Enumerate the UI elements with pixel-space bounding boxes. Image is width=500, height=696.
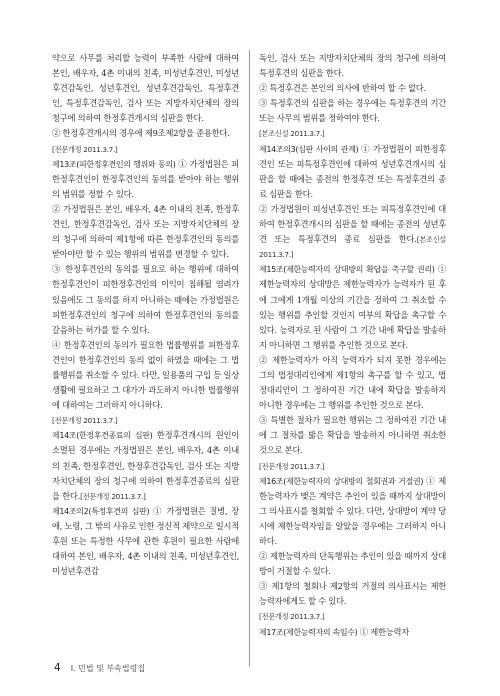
- article-heading: 제17조(제한능력자의 속임수): [259, 627, 358, 637]
- revision-note: [전문개정 2011.3.7.]: [259, 612, 325, 622]
- paragraph: [259, 579, 446, 609]
- paragraph: [52, 262, 239, 337]
- article-heading: 제16조(제한능력자의 상대방의 철회권과 거절권): [259, 476, 424, 486]
- paragraph: [52, 338, 239, 413]
- paragraph: [259, 549, 446, 579]
- paragraph-text: ① 가정법원은 질병, 장애, 노령, 그 밖의 사유로 인한 정신적 제약으로 일시적 후원 또는 특정한 사무에 관한 후원이 필요한 사람에 대하여 본인, 배우자, 4촌 이내의 친족, 미성년후견인, 미성년후견감: [52, 505, 239, 577]
- article-paragraph: [259, 262, 446, 353]
- revision-note: [본조신설 2011.3.7.]: [259, 129, 325, 139]
- article-heading: 제15조(제한능력자의 상대방의 확답을 촉구할 권리): [259, 265, 435, 275]
- paragraph-text: ③ 한정후견인의 동의를 필요로 하는 행위에 대하여 한정후견인이 피한정후견인의 이익이 침해될 염려가 있음에도 그 동의를 하지 아니하는 때에는 가정법원은 피한정후견인의 청구에 의하여 한정후견인의 동의를 갈음하는 허가를 할 수 있다.: [52, 264, 239, 335]
- paragraph: [259, 96, 446, 126]
- paragraph: [52, 126, 239, 141]
- paragraph: [259, 413, 446, 458]
- article-heading: 제14조의2(특정후견의 심판): [52, 506, 150, 516]
- revision-note: [전문개정 2011.3.7.]: [259, 461, 325, 471]
- page-footer: [54, 662, 145, 674]
- paragraph: [52, 202, 239, 262]
- page-number: 4: [54, 662, 61, 674]
- article-paragraph: [259, 625, 446, 640]
- section-title: Ⅰ. 민법 및 부속법령집: [70, 663, 146, 673]
- revision-note: [전문개정 2011.3.7.]: [52, 416, 118, 426]
- revision-note: [전문개정 2011.3.7.]: [52, 144, 118, 154]
- paragraph-text: ③ 특정후견의 심판을 하는 경우에는 특정후견의 기간 또는 사무의 범위를 정하여야 한다.: [259, 98, 446, 124]
- revision-note: [본조신설 2011.3.7.]: [259, 235, 446, 260]
- paragraph-text: ② 한정후견개시의 경우에 제9조제2항을 준용한다.: [52, 128, 230, 139]
- paragraph-text: ① 제한능력자가 맺은 계약은 추인이 있을 때까지 상대방이 그 의사표시를 철회할 수 있다. 다만, 상대방이 계약 당시에 제한능력자임을 알았을 경우에는 그러하지 아니하다.: [259, 475, 446, 546]
- paragraph-text: ② 제한능력자의 단독행위는 추인이 있을 때까지 상대방이 거절할 수 있다.: [259, 551, 446, 577]
- paragraph-text: 약으로 사무를 처리할 능력이 부족한 사람에 대하여 본인, 배우자, 4촌 이내의 친족, 미성년후견인, 미성년후견감독인, 성년후견인, 성년후견감독인, 특정후견인, 특정후견감독인, 검사 또는 지방자치단체의 장의 청구에 의하여 한정후견개시의 심판을 한다.: [52, 53, 239, 124]
- paragraph-text: ② 특정후견은 본인의 의사에 반하여 할 수 없다.: [259, 83, 426, 94]
- left-column: [52, 51, 239, 579]
- paragraph-text: ① 가정법원이 피한정후견인 또는 피특정후견인에 대하여 성년후견개시의 심판을 할 때에는 종전의 한정후견 또는 특정후견의 종료 심판을 한다.: [259, 143, 446, 199]
- article-heading: 제14조(한정후견종료의 심판): [52, 431, 153, 441]
- article-heading: 제13조(피한정후견인의 행위와 동의): [52, 159, 176, 169]
- article-paragraph: [259, 474, 446, 549]
- paragraph: [52, 51, 239, 126]
- paragraph-text: ① 제한능력자: [357, 626, 410, 637]
- paragraph-text: ③ 제1항의 철회나 제2항의 거절의 의사표시는 제한능력자에게도 할 수 있다.: [259, 581, 446, 607]
- paragraph-text: ① 제한능력자의 상대방은 제한능력자가 능력자가 된 후에 그에게 1개월 이상의 기간을 정하여 그 취소할 수 있는 행위를 추인할 것인지 여부의 확답을 촉구할 수 있다. 능력자로 된 사람이 그 기간 내에 확답을 발송하지 아니하면 그 행위를 추인한 것으로 본다.: [259, 264, 446, 350]
- paragraph-text: 독인, 검사 또는 지방자치단체의 장의 청구에 의하여 특정후견의 심판을 한다.: [259, 53, 446, 79]
- column-divider: [249, 50, 250, 667]
- paragraph-text: ③ 특별한 절차가 필요한 행위는 그 정하여진 기간 내에 그 절차를 밟은 확답을 발송하지 아니하면 취소한 것으로 본다.: [259, 415, 446, 456]
- right-column: [259, 51, 446, 640]
- article-paragraph: [52, 504, 239, 579]
- revision-note: [전문개정 2011.3.7.]: [80, 491, 146, 501]
- paragraph-text: ① 가정법원은 피한정후견인이 한정후견인의 동의를 받아야 하는 행위의 범위를 정할 수 있다.: [52, 158, 239, 199]
- paragraph: [259, 51, 446, 81]
- paragraph-text: 한정후견개시의 원인이 소멸된 경우에는 가정법원은 본인, 배우자, 4촌 이내의 친족, 한정후견인, 한정후견감독인, 검사 또는 지방자치단체의 장의 청구에 의하여 한정후견종료의 심판을 한다.: [52, 430, 239, 501]
- paragraph-text: ② 가정법원은 본인, 배우자, 4촌 이내의 친족, 한정후견인, 한정후견감독인, 검사 또는 지방자치단체의 장의 청구에 의하여 제1항에 따른 한정후견인의 동의를 받아야만 할 수 있는 행위의 범위를 변경할 수 있다.: [52, 203, 239, 260]
- paragraph-text: ② 제한능력자가 아직 능력자가 되지 못한 경우에는 그의 법정대리인에게 제1항의 촉구를 할 수 있고, 법정대리인이 그 정하여진 기간 내에 확답을 발송하지 아니한 경우에는 그 행위를 추인한 것으로 본다.: [259, 354, 446, 411]
- article-paragraph: [52, 157, 239, 202]
- article-heading: 제14조의3(심판 사이의 관계): [259, 144, 359, 154]
- paragraph-text: ④ 한정후견인의 동의가 필요한 법률행위를 피한정후견인이 한정후견인의 동의 없이 하였을 때에는 그 법률행위를 취소할 수 있다. 다만, 일용품의 구입 등 일상생활에 필요하고 그 대가가 과도하지 아니한 법률행위에 대하여는 그러하지 아니하다.: [52, 339, 239, 411]
- paragraph-text: ② 가정법원이 피성년후견인 또는 피특정후견인에 대하여 한정후견개시의 심판을 할 때에는 종전의 성년후견 또는 특정후견의 종료 심판을 한다.: [259, 203, 446, 245]
- paragraph: [259, 202, 446, 262]
- paragraph: [259, 353, 446, 413]
- paragraph: [259, 81, 446, 96]
- article-paragraph: [52, 428, 239, 503]
- article-paragraph: [259, 142, 446, 202]
